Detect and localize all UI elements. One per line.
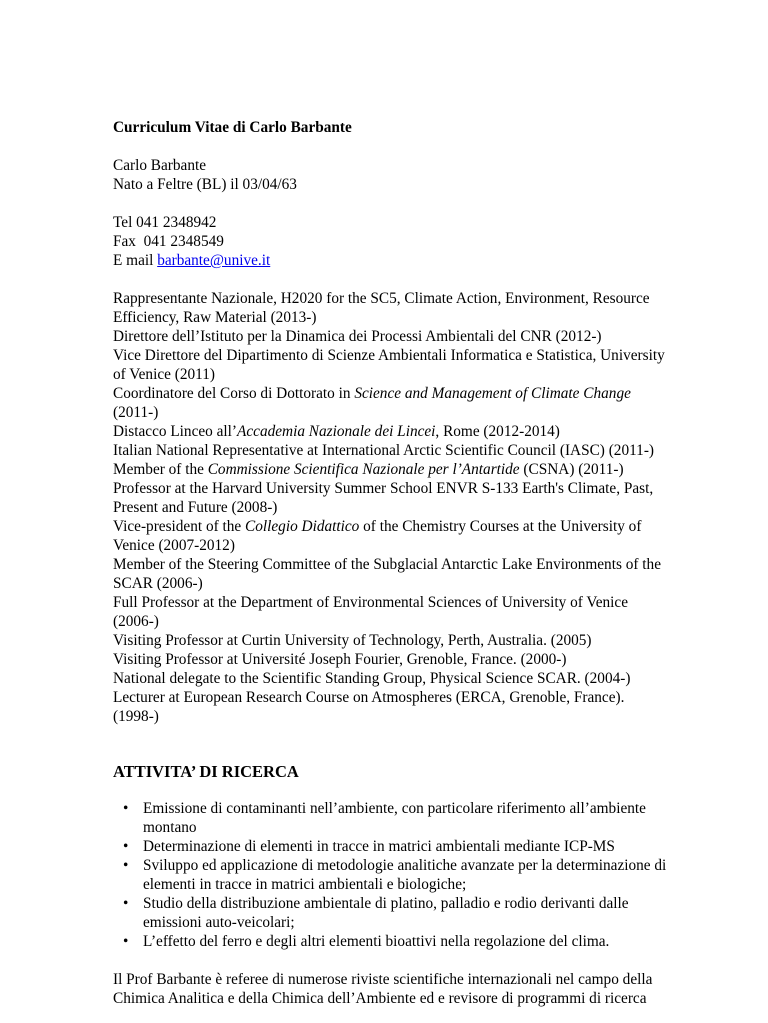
- position-entry: [113, 346, 673, 384]
- position-entry-emphasis: Accademia Nazionale dei Lincei: [237, 423, 436, 440]
- bullet-icon: •: [123, 799, 129, 817]
- position-entry-text: , Rome (2012-2014): [435, 423, 560, 440]
- position-entry-text: Visiting Professor at Université Joseph Fourier, Grenoble, France. (2000-): [113, 651, 567, 668]
- bullet-icon: •: [123, 837, 129, 855]
- research-item: [113, 932, 673, 951]
- birth-info: Nato a Feltre (BL) il 03/04/63: [113, 176, 297, 193]
- position-entry-text: Visiting Professor at Curtin University of Technology, Perth, Australia. (2005): [113, 632, 592, 649]
- research-item: [113, 799, 673, 837]
- section-title-research: ATTIVITA’ DI RICERCA: [113, 762, 299, 781]
- position-entry: [113, 327, 673, 346]
- document-body: [113, 118, 673, 1023]
- position-entry: [113, 289, 673, 327]
- position-entry: [113, 517, 673, 555]
- document-title: Curriculum Vitae di Carlo Barbante: [113, 119, 352, 136]
- position-entry-text: Coordinatore del Corso di Dottorato in: [113, 385, 355, 402]
- position-entry-text: Member of the Steering Committee of the Subglacial Antarctic Lake Environments of the SCAR (2006-): [113, 556, 661, 592]
- position-entry: [113, 631, 673, 650]
- position-entry: [113, 460, 673, 479]
- position-entry-text: of the Chemistry Courses at the University of Venice (2007-2012): [113, 518, 642, 554]
- position-entry: [113, 479, 673, 517]
- research-item: [113, 856, 673, 894]
- position-entry: [113, 688, 673, 726]
- research-item-text: Emissione di contaminanti nell’ambiente, con particolare riferimento all’ambiente montano: [143, 799, 646, 836]
- email-label: E mail: [113, 252, 158, 269]
- position-entry: [113, 384, 673, 422]
- research-item-text: Studio della distribuzione ambientale di platino, palladio e rodio derivanti dalle emissioni auto-veicolari;: [143, 894, 629, 931]
- position-entry-text: Vice-president of the: [113, 518, 246, 535]
- position-entry-emphasis: Science and Management of Climate Change: [354, 385, 631, 402]
- person-name: Carlo Barbante: [113, 157, 207, 174]
- research-item-text: L’effetto del ferro e degli altri elementi bioattivi nella regolazione del clima.: [143, 932, 610, 950]
- position-entry-text: Direttore dell’Istituto per la Dinamica dei Processi Ambientali del CNR (2012-): [113, 328, 602, 345]
- bullet-icon: •: [123, 894, 129, 912]
- position-entry-text: (2011-): [113, 404, 159, 421]
- research-item-text: Sviluppo ed applicazione di metodologie analitiche avanzate per la determinazione di elementi in tracce in matrici ambientali e biologiche;: [143, 856, 667, 893]
- bullet-icon: •: [123, 932, 129, 950]
- position-entry: [113, 593, 673, 631]
- position-entry-text: Member of the: [113, 461, 208, 478]
- position-entry-text: Rappresentante Nazionale, H2020 for the SC5, Climate Action, Environment, Resource Efficiency, Raw Material (2013-): [113, 290, 650, 326]
- position-entry-emphasis: Commissione Scientifica Nazionale per l’Antartide: [207, 461, 520, 478]
- fax: Fax 041 2348549: [113, 233, 224, 250]
- position-entry-text: Italian National Representative at International Arctic Scientific Council (IASC) (2011-): [113, 442, 655, 459]
- position-entry: [113, 441, 673, 460]
- position-entry-text: Vice Direttore del Dipartimento di Scienze Ambientali Informatica e Statistica, University of Venice (2011): [113, 347, 665, 383]
- position-entry: [113, 555, 673, 593]
- closing-paragraph: Il Prof Barbante è referee di numerose riviste scientifiche internazionali nel campo della Chimica Analitica e della Chimica dell’Ambiente ed e revisore di programmi di ricerca: [113, 970, 653, 1007]
- position-entry-emphasis: Collegio Didattico: [245, 518, 360, 535]
- positions-list: [113, 289, 673, 726]
- research-item: [113, 894, 673, 932]
- email-line: [113, 251, 673, 270]
- research-list: [113, 799, 673, 951]
- position-entry-text: National delegate to the Scientific Standing Group, Physical Science SCAR. (2004-): [113, 670, 631, 687]
- position-entry-text: Distacco Linceo all’: [113, 423, 238, 440]
- position-entry-text: (CSNA) (2011-): [519, 461, 624, 478]
- position-entry-text: Professor at the Harvard University Summer School ENVR S-133 Earth's Climate, Past, Present and Future (2008-): [113, 480, 654, 516]
- research-item-text: Determinazione di elementi in tracce in matrici ambientali mediante ICP-MS: [143, 837, 615, 855]
- position-entry-text: Full Professor at the Department of Environmental Sciences of University of Venice (2006-): [113, 594, 629, 630]
- position-entry: [113, 650, 673, 669]
- position-entry: [113, 422, 673, 441]
- bullet-icon: •: [123, 856, 129, 874]
- research-item: [113, 837, 673, 856]
- email-link[interactable]: barbante@unive.it: [157, 252, 271, 269]
- position-entry-text: Lecturer at European Research Course on Atmospheres (ERCA, Grenoble, France). (1998-): [113, 689, 625, 725]
- position-entry: [113, 669, 673, 688]
- telephone: Tel 041 2348942: [113, 214, 217, 231]
